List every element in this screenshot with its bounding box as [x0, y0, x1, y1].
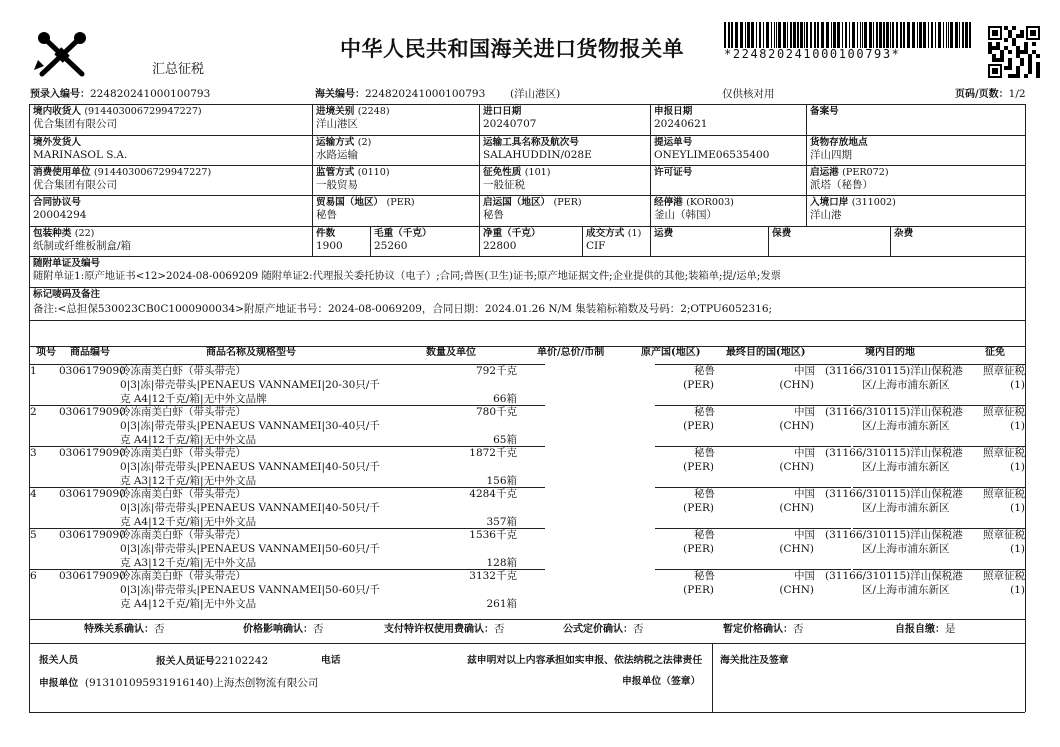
item-origin-code: (PER): [683, 584, 714, 596]
price-effect-confirm: 价格影响确认：否: [243, 623, 324, 635]
barcode-bar: [931, 22, 933, 48]
barcode-bar: [783, 22, 786, 48]
qr-module: [1036, 66, 1040, 70]
qr-module: [1000, 50, 1004, 54]
departure-port: 启运港 (PER072) 派塔（秘鲁）: [810, 167, 889, 191]
item-domestic-line1: (31166/310115)洋山保税港: [825, 447, 963, 459]
overseas-shipper: 境外发货人 MARINASOL S.A.: [33, 137, 128, 161]
item-desc-line3: 克 A4|12千克/箱|无中外文品牌: [120, 393, 267, 405]
item-tax-code: (1): [1010, 543, 1025, 555]
item-domestic-line1: (31166/310115)洋山保税港: [825, 488, 963, 500]
row-divider-gap: [545, 569, 655, 572]
item-tax-mode: 照章征税: [983, 365, 1025, 377]
legal-statement: 兹申明对以上内容承担如实申报、依法纳税之法律责任: [467, 655, 703, 666]
qr-module: [1036, 70, 1040, 74]
item-tax-code: (1): [1010, 584, 1025, 596]
declare-date: 申报日期 20240621: [654, 106, 708, 130]
col-name-spec: 商品名称及规格型号: [206, 347, 296, 358]
item-domestic-line1: (31166/310115)洋山保税港: [825, 365, 963, 377]
barcode-bar: [962, 22, 964, 48]
qr-module: [1024, 74, 1028, 78]
declarant-label: 报关人员: [39, 655, 79, 666]
insurance: 保费: [772, 228, 792, 239]
barcode-bar: [948, 22, 949, 48]
bill-of-lading: 提运单号 ONEYLIME06535400: [654, 137, 770, 161]
barcode-bar: [793, 22, 796, 48]
barcode-bar: [862, 22, 863, 48]
item-desc-line2: 0|3|冻|带壳带头|PENAEUS VANNAMEI|30-40只/千: [120, 420, 380, 432]
barcode-bar: [928, 22, 929, 48]
qr-module: [988, 46, 992, 50]
item-row: [29, 487, 1025, 528]
declaring-unit-seal: 申报单位（签章）: [622, 676, 701, 687]
barcode-bar: [747, 22, 750, 48]
barcode-bar: [892, 22, 894, 48]
barcode-bar: [842, 22, 843, 48]
col-item-no: 项号: [36, 347, 56, 358]
item-origin: 秘鲁: [694, 447, 715, 459]
barcode-bar: [731, 22, 733, 48]
origin-country: 启运国（地区） (PER) 秘鲁: [483, 197, 582, 221]
item-desc-line1: 冷冻南美白虾（带头带壳）: [120, 406, 246, 418]
item-no: 3: [30, 447, 37, 459]
barcode-bar: [919, 22, 922, 48]
qr-module: [1028, 54, 1032, 58]
col-hs-code: 商品编号: [70, 347, 110, 358]
qr-module: [1016, 74, 1020, 78]
qr-module: [1008, 30, 1012, 34]
qr-module: [1004, 38, 1008, 42]
barcode-bar: [837, 22, 840, 48]
formula-price-confirm: 公式定价确认：否: [563, 623, 644, 635]
item-hs-code: 0306179090: [59, 447, 126, 459]
row-divider-gap: [545, 528, 655, 531]
item-destination: 中国: [794, 365, 815, 377]
item-no: 4: [30, 488, 37, 500]
barcode-bar: [845, 22, 847, 48]
barcode-bar: [766, 22, 769, 48]
barcode-bar: [943, 22, 944, 48]
item-destination: 中国: [794, 406, 815, 418]
item-cartons: 128箱: [486, 557, 517, 569]
item-tax-mode: 照章征税: [983, 488, 1025, 500]
item-no: 5: [30, 529, 37, 541]
barcode-bar: [938, 22, 941, 48]
item-destination: 中国: [794, 529, 815, 541]
item-desc-line3: 克 A4|12千克/箱|无中外文品: [120, 598, 257, 610]
qr-module: [992, 58, 996, 62]
consumer-unit: 消费使用单位 (914403006729947227) 优合集团有限公司: [33, 167, 212, 191]
item-cartons: 66箱: [493, 393, 517, 405]
item-tax-mode: 照章征税: [983, 406, 1025, 418]
col-domestic-destination: 境内目的地: [865, 347, 915, 358]
item-desc-line2: 0|3|冻|带壳带头|PENAEUS VANNAMEI|50-60只/千: [120, 584, 380, 596]
marks-remarks: 标记唛码及备注 备注:<总担保530023CB0C1000900034>附原产地证书号：2024-08-0069209，合同日期：2024.01.26 N/M 集装箱标箱数及号码：2;OTPU6052316;: [33, 289, 773, 315]
declarant-cert: 报关人员证号22102242: [156, 655, 269, 667]
col-destination: 最终目的国(地区): [726, 347, 806, 358]
barcode-bar: [900, 22, 902, 48]
freight: 运费: [654, 228, 674, 239]
declaring-unit: 申报单位 (913101095931916140)上海杰创物流有限公司: [39, 677, 319, 689]
qr-module: [1008, 50, 1012, 54]
barcode-bar: [724, 22, 726, 48]
barcode-bar: [751, 22, 754, 48]
attached-documents: 随附单证及编号 随附单证1:原产地证书<12>2024-08-0069209 随附单证2:代理报关委托协议（电子）;合同;兽医(卫生)证书;原产地证据文件;企业提供的其他;装箱单;提/运单;发票: [33, 258, 781, 282]
item-tax-code: (1): [1010, 461, 1025, 473]
domestic-consignee: 境内收货人 (914403006729947227) 优合集团有限公司: [33, 106, 202, 130]
qr-module: [1008, 34, 1012, 38]
barcode-bar: [814, 22, 816, 48]
qr-module: [1004, 66, 1008, 70]
item-domestic-line1: (31166/310115)洋山保税港: [825, 406, 963, 418]
barcode-bar: [917, 22, 918, 48]
item-destination: 中国: [794, 447, 815, 459]
barcode-bar: [817, 22, 819, 48]
vessel-voyage: 运输工具名称及航次号 SALAHUDDIN/028E: [483, 137, 592, 161]
barcode-bar: [890, 22, 891, 48]
item-desc-line1: 冷冻南美白虾（带头带壳）: [120, 529, 246, 541]
item-quantity: 3132千克: [469, 570, 517, 582]
barcode-bar: [869, 22, 872, 48]
transport-mode: 运输方式 (2) 水路运输: [316, 137, 372, 161]
item-origin-code: (PER): [683, 502, 714, 514]
item-desc-line2: 0|3|冻|带壳带头|PENAEUS VANNAMEI|40-50只/千: [120, 461, 380, 473]
pre-entry-number: 预录入编号：224820241000100793: [30, 88, 211, 100]
item-tax-mode: 照章征税: [983, 570, 1025, 582]
item-origin-code: (PER): [683, 379, 714, 391]
row-divider-gap: [545, 405, 655, 408]
item-hs-code: 0306179090: [59, 570, 126, 582]
item-hs-code: 0306179090: [59, 406, 126, 418]
barcode-bar: [806, 22, 808, 48]
item-tax-code: (1): [1010, 420, 1025, 432]
item-origin: 秘鲁: [694, 529, 715, 541]
customs-emblem: [32, 30, 92, 82]
customs-number: 海关编号：224820241000100793: [315, 88, 486, 100]
barcode-bar: [771, 22, 772, 48]
item-desc-line1: 冷冻南美白虾（带头带壳）: [120, 570, 246, 582]
qr-module: [992, 46, 996, 50]
barcode-bar: [810, 22, 812, 48]
pieces: 件数 1900: [316, 228, 343, 252]
item-destination-code: (CHN): [779, 461, 814, 473]
item-domestic-line1: (31166/310115)洋山保税港: [825, 529, 963, 541]
item-destination-code: (CHN): [779, 543, 814, 555]
item-hs-code: 0306179090: [59, 365, 126, 377]
barcode-bar: [886, 22, 889, 48]
tax-nature: 征免性质 (101) 一般征税: [483, 167, 551, 191]
item-desc-line3: 克 A3|12千克/箱|无中外文品: [120, 475, 257, 487]
summary-tax-label: 汇总征税: [152, 62, 205, 77]
barcode-bar: [860, 22, 861, 48]
item-no: 2: [30, 406, 37, 418]
qr-module: [1016, 34, 1020, 38]
barcode-bar: [756, 22, 757, 48]
qr-module: [992, 30, 998, 36]
row-divider-gap: [545, 446, 655, 449]
barcode-bar: [969, 22, 971, 48]
item-domestic-line2: 区/上海市浦东新区: [862, 461, 950, 473]
item-row: [29, 446, 1025, 487]
item-tax-mode: 照章征税: [983, 447, 1025, 459]
item-domestic-line1: (31166/310115)洋山保税港: [825, 570, 963, 582]
item-origin-code: (PER): [683, 420, 714, 432]
barcode-bar: [776, 22, 777, 48]
qr-module: [988, 50, 992, 54]
barcode-bar: [804, 22, 805, 48]
item-origin: 秘鲁: [694, 406, 715, 418]
barcode: [722, 22, 972, 48]
qr-code: [988, 26, 1040, 78]
qr-module: [1028, 66, 1032, 70]
item-desc-line1: 冷冻南美白虾（带头带壳）: [120, 488, 246, 500]
item-cartons: 65箱: [493, 434, 517, 446]
record-number: 备案号: [810, 106, 839, 117]
item-quantity: 792千克: [475, 365, 517, 377]
barcode-bar: [821, 22, 824, 48]
barcode-bar: [923, 22, 926, 48]
supervision-mode: 监管方式 (0110) 一般贸易: [316, 167, 390, 191]
qr-module: [988, 42, 992, 46]
entry-port: 入境口岸 (311002) 洋山港: [810, 197, 896, 221]
item-destination: 中国: [794, 570, 815, 582]
item-tax-code: (1): [1010, 502, 1025, 514]
barcode-bar: [903, 22, 905, 48]
provisional-price-confirm: 暂定价格确认：否: [723, 623, 804, 635]
net-weight: 净重（千克） 22800: [483, 228, 541, 252]
barcode-bar: [912, 22, 915, 48]
entry-customs-office: 进境关别 (2248) 洋山港区: [316, 106, 390, 130]
item-quantity: 1872千克: [469, 447, 517, 459]
item-hs-code: 0306179090: [59, 488, 126, 500]
qr-module: [992, 54, 996, 58]
transit-port: 经停港 (KOR003) 釜山（韩国）: [654, 197, 734, 221]
item-tax-code: (1): [1010, 379, 1025, 391]
barcode-bar: [833, 22, 836, 48]
item-destination-code: (CHN): [779, 502, 814, 514]
qr-module: [1004, 26, 1008, 30]
item-quantity: 780千克: [475, 406, 517, 418]
qr-module: [996, 46, 1000, 50]
qr-module: [1036, 74, 1040, 78]
item-hs-code: 0306179090: [59, 529, 126, 541]
contract-number: 合同协议号 20004294: [33, 197, 87, 221]
qr-module: [1036, 62, 1040, 66]
qr-module: [996, 58, 1000, 62]
qr-module: [1028, 58, 1032, 62]
row-divider-gap: [545, 487, 655, 490]
qr-module: [1016, 66, 1020, 70]
qr-module: [1016, 70, 1020, 74]
item-destination-code: (CHN): [779, 584, 814, 596]
barcode-bar: [883, 22, 885, 48]
qr-module: [1020, 62, 1024, 66]
special-relation-confirm: 特殊关系确认：否: [84, 623, 165, 635]
barcode-bar: [935, 22, 936, 48]
qr-module: [1020, 30, 1024, 34]
trade-country: 贸易国（地区） (PER) 秘鲁: [316, 197, 415, 221]
phone-label: 电话: [321, 655, 341, 666]
qr-module: [1024, 50, 1028, 54]
self-pay-confirm: 自报自缴：是: [895, 623, 956, 635]
item-desc-line1: 冷冻南美白虾（带头带壳）: [120, 447, 246, 459]
qr-module: [1016, 46, 1020, 50]
item-cartons: 357箱: [486, 516, 517, 528]
barcode-bar: [959, 22, 960, 48]
qr-module: [1016, 54, 1020, 58]
item-no: 1: [30, 365, 37, 377]
qr-module: [1012, 42, 1016, 46]
gross-weight: 毛重（千克） 25260: [374, 228, 432, 252]
item-domestic-line2: 区/上海市浦东新区: [862, 420, 950, 432]
qr-module: [1024, 46, 1028, 50]
barcode-bar: [857, 22, 858, 48]
item-destination-code: (CHN): [779, 379, 814, 391]
qr-module: [992, 68, 998, 74]
qr-module: [1012, 74, 1016, 78]
item-row: [29, 569, 1025, 610]
qr-module: [1020, 58, 1024, 62]
qr-module: [1032, 42, 1036, 46]
item-domestic-line2: 区/上海市浦东新区: [862, 379, 950, 391]
item-desc-line2: 0|3|冻|带壳带头|PENAEUS VANNAMEI|50-60只/千: [120, 543, 380, 555]
qr-module: [1020, 34, 1024, 38]
barcode-bar: [849, 22, 850, 48]
item-domestic-line2: 区/上海市浦东新区: [862, 543, 950, 555]
barcode-bar: [965, 22, 968, 48]
qr-module: [1012, 38, 1016, 42]
barcode-bar: [800, 22, 803, 48]
item-desc-line3: 克 A3|12千克/箱|无中外文品: [120, 557, 257, 569]
item-origin: 秘鲁: [694, 488, 715, 500]
item-tax-mode: 照章征税: [983, 529, 1025, 541]
barcode-bar: [896, 22, 898, 48]
item-origin-code: (PER): [683, 461, 714, 473]
barcode-bar: [852, 22, 855, 48]
qr-module: [1028, 62, 1032, 66]
barcode-bar: [946, 22, 947, 48]
item-domestic-line2: 区/上海市浦东新区: [862, 502, 950, 514]
row-divider-gap: [545, 364, 655, 367]
item-no: 6: [30, 570, 37, 582]
barcode-bar: [826, 22, 829, 48]
item-desc-line3: 克 A4|12千克/箱|无中外文品: [120, 434, 257, 446]
item-quantity: 4284千克: [469, 488, 517, 500]
item-desc-line2: 0|3|冻|带壳带头|PENAEUS VANNAMEI|40-50只/千: [120, 502, 380, 514]
qr-module: [1020, 50, 1024, 54]
qr-module: [1028, 70, 1032, 74]
item-cartons: 261箱: [486, 598, 517, 610]
barcode-bar: [778, 22, 781, 48]
item-desc-line2: 0|3|冻|带壳带头|PENAEUS VANNAMEI|20-30只/千: [120, 379, 380, 391]
qr-module: [1004, 46, 1008, 50]
document-title: 中华人民共和国海关进口货物报关单: [340, 37, 684, 61]
col-quantity: 数量及单位: [426, 347, 476, 358]
barcode-bar: [797, 22, 799, 48]
item-origin-code: (PER): [683, 543, 714, 555]
transaction-terms: 成交方式 (1) CIF: [586, 228, 642, 252]
import-date: 进口日期 20240707: [483, 106, 537, 130]
barcode-bar: [955, 22, 958, 48]
barcode-bar: [728, 22, 730, 48]
item-desc-line1: 冷冻南美白虾（带头带壳）: [120, 365, 246, 377]
item-row: [29, 405, 1025, 446]
col-origin: 原产国(地区): [641, 347, 701, 358]
barcode-bar: [759, 22, 761, 48]
customs-note-label: 海关批注及签章: [720, 655, 789, 666]
qr-module: [996, 42, 1000, 46]
qr-module: [1032, 50, 1036, 54]
barcode-bar: [740, 22, 743, 48]
barcode-bar: [864, 22, 867, 48]
item-row: [29, 528, 1025, 569]
barcode-bar: [907, 22, 910, 48]
qr-module: [1036, 54, 1040, 58]
item-domestic-line2: 区/上海市浦东新区: [862, 584, 950, 596]
barcode-bar: [774, 22, 775, 48]
package-type: 包装种类 (22) 纸制或纤维板制盒/箱: [33, 228, 132, 252]
item-desc-line3: 克 A4|12千克/箱|无中外文品: [120, 516, 257, 528]
qr-module: [1012, 26, 1016, 30]
item-cartons: 156箱: [486, 475, 517, 487]
qr-module: [1016, 50, 1020, 54]
barcode-bar: [745, 22, 746, 48]
item-destination: 中国: [794, 488, 815, 500]
qr-module: [1000, 54, 1004, 58]
barcode-bar: [879, 22, 882, 48]
col-price: 单价/总价/币制: [537, 347, 605, 358]
storage-location: 货物存放地点 洋山四期: [810, 137, 868, 161]
barcode-bar: [873, 22, 874, 48]
item-destination-code: (CHN): [779, 420, 814, 432]
barcode-text: *224820241000100793*: [724, 47, 901, 61]
qr-module: [1008, 66, 1012, 70]
item-origin: 秘鲁: [694, 570, 715, 582]
page-indicator: 页码/页数：1/2: [955, 88, 1026, 100]
barcode-bar: [876, 22, 878, 48]
qr-module: [1030, 30, 1036, 36]
qr-module: [1000, 58, 1004, 62]
item-row: [29, 364, 1025, 405]
port-note: (洋山港区): [510, 88, 561, 100]
misc-fees: 杂费: [894, 228, 914, 239]
item-quantity: 1536千克: [469, 529, 517, 541]
barcode-bar: [950, 22, 953, 48]
qr-module: [1008, 58, 1012, 62]
qr-module: [1024, 42, 1028, 46]
item-origin: 秘鲁: [694, 365, 715, 377]
verify-note: 仅供核对用: [722, 88, 775, 100]
barcode-bar: [787, 22, 788, 48]
barcode-bar: [790, 22, 792, 48]
royalty-confirm: 支付特许权使用费确认：否: [384, 623, 505, 635]
col-tax: 征免: [985, 347, 1005, 358]
license-number: 许可证号: [654, 167, 693, 178]
barcode-bar: [831, 22, 832, 48]
qr-module: [1008, 62, 1012, 66]
barcode-bar: [735, 22, 738, 48]
barcode-bar: [763, 22, 764, 48]
qr-module: [1008, 74, 1012, 78]
